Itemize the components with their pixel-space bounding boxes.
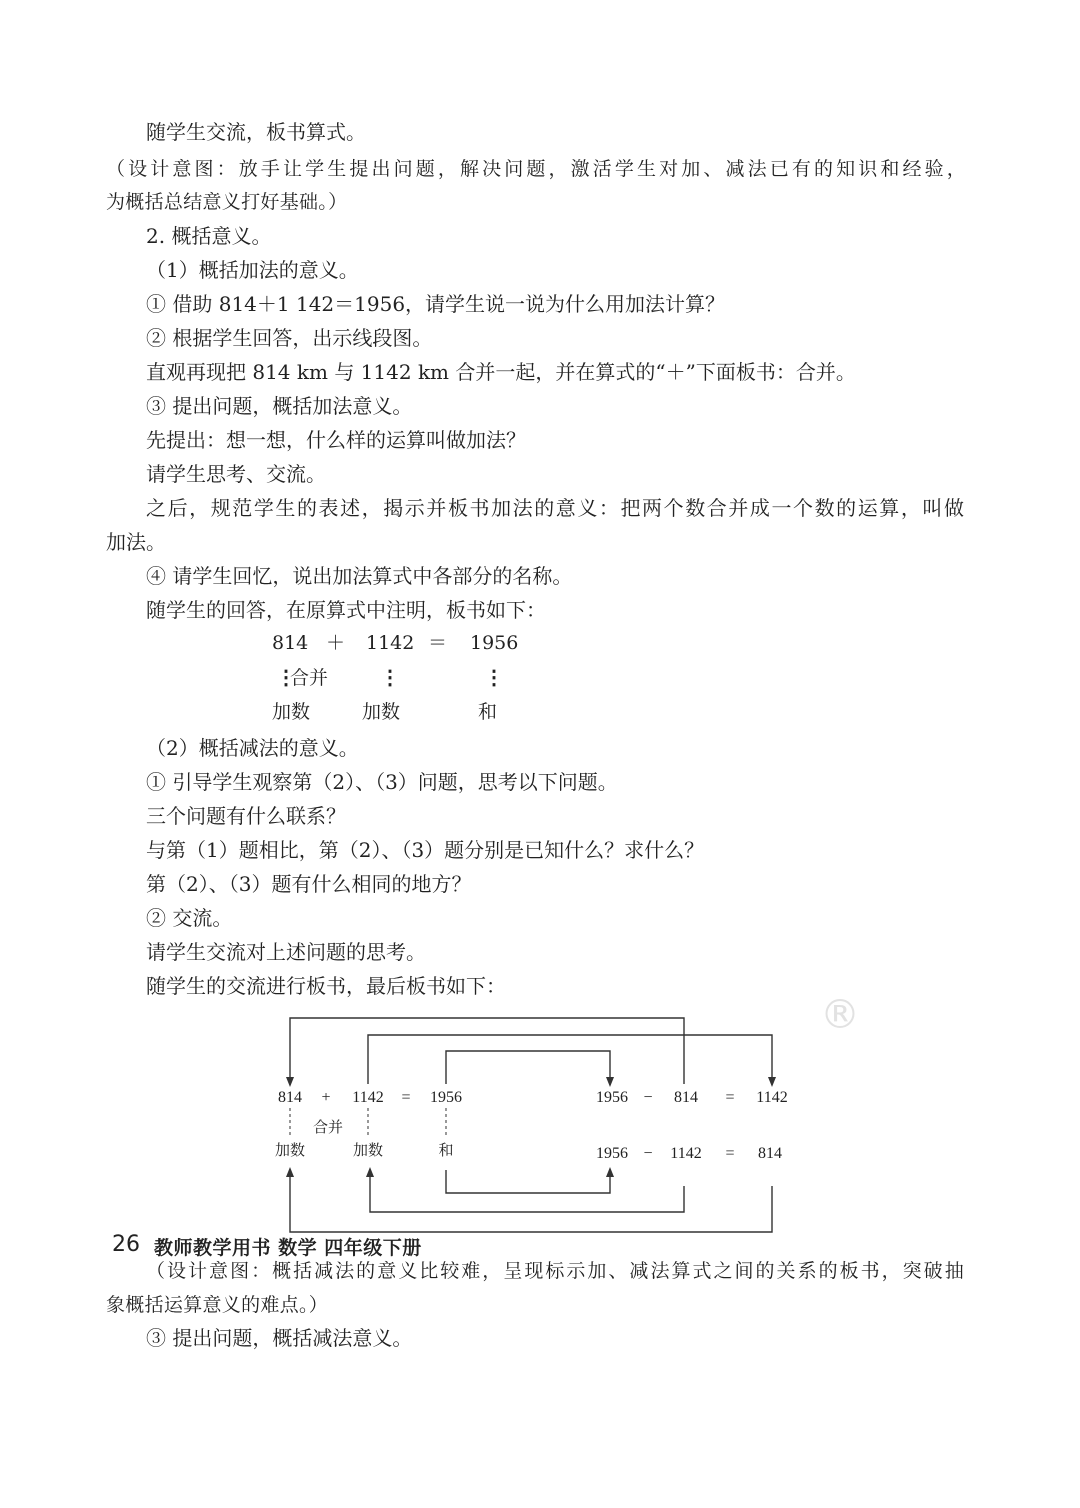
registered-watermark: ® [820,992,860,1038]
subsection-heading: （1）概括加法的意义。 [146,258,359,282]
formula-merge-label: 合并 [290,667,329,689]
book-title: 教师教学用书 数学 四年级下册 [154,1237,422,1259]
label-addend: 加数 [274,1141,306,1159]
eq-num: 814 [278,1089,302,1106]
eq-num: 1956 [430,1089,462,1106]
eq-op: = [725,1145,735,1162]
bracket-top-middle [368,1035,772,1084]
design-note: （设计意图：概括减法的意义比较难，呈现标示加、减法算式之间的关系的板书，突破抽 [146,1260,964,1282]
text-line: ③ 提出问题，概括减法意义。 [146,1326,413,1350]
relation-diagram [250,1010,810,1240]
dotted-connector: ⋮ [380,665,400,689]
text-line: 第（2）、（3）题有什么相同的地方？ [146,872,472,896]
text-line: ③ 提出问题，概括加法意义。 [146,394,413,418]
text-line: 三个问题有什么联系？ [146,804,346,828]
bracket-top-inner [446,1051,610,1084]
bracket-bottom-middle [370,1172,684,1212]
eq-op: + [321,1089,331,1106]
eq-op: − [643,1089,653,1106]
eq-num: 1142 [756,1089,788,1106]
eq-num: 1142 [670,1145,702,1162]
text-line: 请学生思考、交流。 [146,462,326,486]
eq-num: 1142 [352,1089,384,1106]
eq-op: − [643,1145,653,1162]
text-line: 随学生的交流进行板书，最后板书如下： [146,974,506,998]
text-line: ② 根据学生回答，出示线段图。 [146,326,433,350]
bracket-bottom-outer [290,1172,772,1232]
text-line: ① 借助 814＋1 142＝1956，请学生说一说为什么用加法计算？ [146,292,726,316]
label-addend: 加数 [352,1141,384,1159]
text-line: ② 交流。 [146,906,233,930]
text-line: 直观再现把 814 km 与 1142 km 合并一起，并在算式的“＋”下面板书：合并。 [146,360,856,384]
text-line: ① 引导学生观察第（2）、（3）问题，思考以下问题。 [146,770,618,794]
page-number: 26 [112,1232,140,1257]
label-sum: 和 [438,1141,454,1159]
design-note-cont: 为概括总结意义打好基础。） [106,191,348,213]
merge-label: 合并 [312,1118,344,1136]
design-note-cont: 象概括运算意义的难点。） [106,1294,329,1316]
eq-num: 1956 [596,1089,628,1106]
label-sum: 和 [478,701,498,723]
formula-sum: 1956 [470,632,519,654]
eq-op: = [725,1089,735,1106]
eq-num: 814 [674,1089,698,1106]
dotted-connector: ⋮ [276,665,296,689]
text-line: 先提出：想一想，什么样的运算叫做加法？ [146,428,526,452]
text-line: 随学生的回答，在原算式中注明，板书如下： [146,598,546,622]
text-line: 之后，规范学生的表述，揭示并板书加法的意义：把两个数合并成一个数的运算，叫做 [146,496,964,520]
bracket-bottom-inner [446,1170,610,1193]
eq-num: 1956 [596,1145,628,1162]
text-line: ④ 请学生回忆，说出加法算式中各部分的名称。 [146,564,573,588]
text-line: 请学生交流对上述问题的思考。 [146,940,426,964]
formula-addend-2: 1142 [366,632,415,654]
formula-equals: ＝ [428,632,448,654]
dotted-connector: ⋮ [484,665,504,689]
text-line: 与第（1）题相比，第（2）、（3）题分别是已知什么？求什么？ [146,838,705,862]
label-addend: 加数 [272,701,311,723]
design-note: （设计意图：放手让学生提出问题，解决问题，激活学生对加、减法已有的知识和经验， [106,158,966,180]
label-addend: 加数 [362,701,401,723]
formula-addend-1: 814 [272,632,309,654]
formula-plus: ＋ [326,632,346,654]
eq-num: 814 [758,1145,782,1162]
subsection-heading: （2）概括减法的意义。 [146,736,359,760]
eq-op: = [401,1089,411,1106]
text-line: 随学生交流，板书算式。 [146,120,366,144]
section-heading: 2. 概括意义。 [146,224,272,248]
text-line: 加法。 [106,530,166,554]
